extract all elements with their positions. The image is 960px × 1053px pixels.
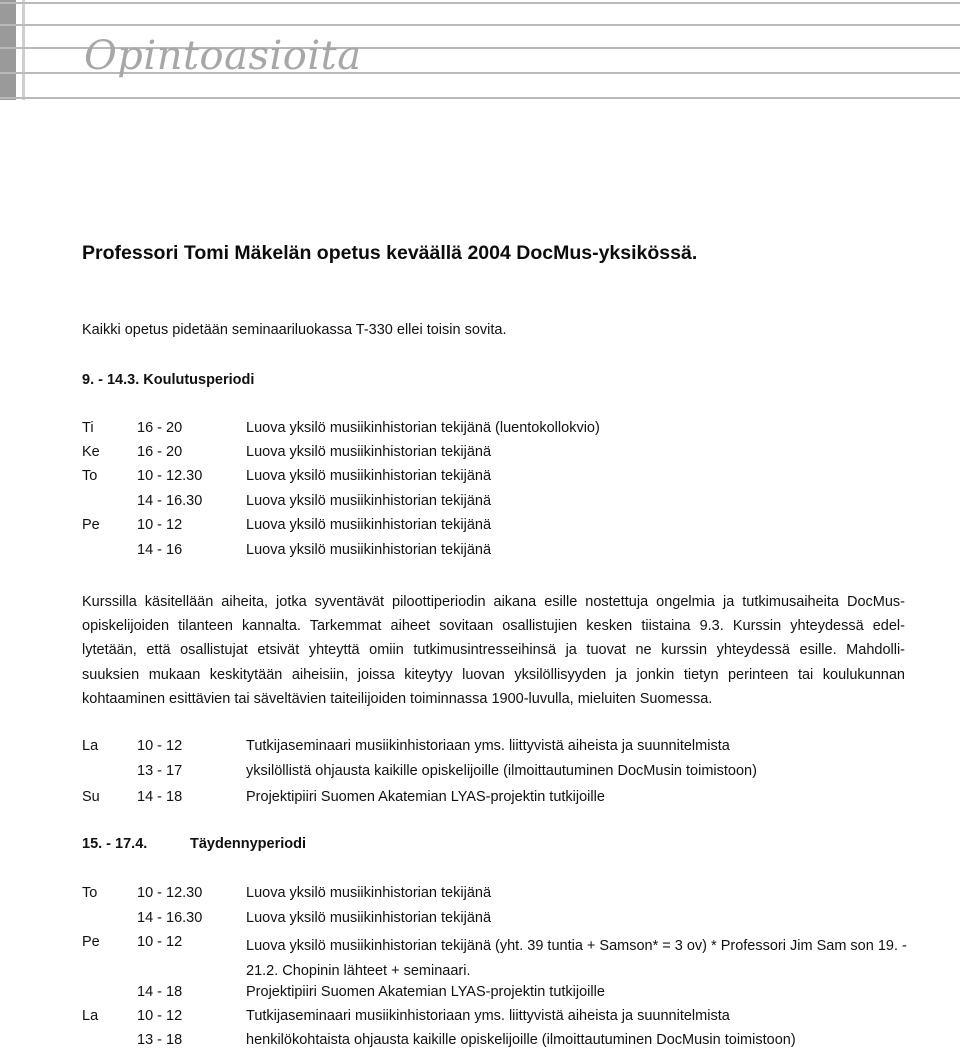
paragraph-line: Kurssilla käsitellään aiheita, jotka syventävät piloottiperiodin aikana esille nostettuja ongelmia ja tutkimusaiheita DocMus- (82, 594, 905, 610)
page-heading: Professori Tomi Mäkelän opetus keväällä 2004 DocMus-yksikössä. (82, 242, 698, 264)
schedule-desc: henkilökohtaista ohjausta kaikille opiskelijoille (ilmoittautuminen DocMusin toimistoon) (246, 1032, 796, 1048)
schedule-desc: Luova yksilö musiikinhistorian tekijänä (luentokollokvio) (246, 420, 600, 436)
schedule-day: Su (82, 789, 100, 805)
period2-dates: 15. - 17.4. (82, 836, 148, 852)
schedule-day: To (82, 468, 98, 484)
schedule-time: 16 - 20 (137, 420, 183, 436)
schedule-desc: Luova yksilö musiikinhistorian tekijänä (246, 444, 492, 460)
paragraph-line: kohtaaminen esittävien tai säveltävien taiteilijoiden toiminnassa 1900-luvulla, mieluiten Suomessa. (82, 690, 713, 707)
schedule-time: 10 - 12.30 (137, 885, 203, 901)
header-rule (0, 24, 960, 26)
intro-text: Kaikki opetus pidetään seminaariluokassa T-330 ellei toisin sovita. (82, 322, 507, 338)
paragraph-line: opiskelijoiden tilanteen kannalta. Tarkemmat aiheet sovitaan osallistujien kesken tiistaina 9.3. Kurssin yhteydessä edel- (82, 618, 905, 635)
schedule-day: To (82, 885, 98, 901)
schedule-time: 16 - 20 (137, 444, 183, 460)
schedule-day: Ke (82, 444, 100, 460)
schedule-desc: Luova yksilö musiikinhistorian tekijänä (246, 542, 492, 558)
schedule-day: Pe (82, 517, 100, 533)
schedule-desc: Luova yksilö musiikinhistorian tekijänä (246, 493, 492, 509)
schedule-day: Pe (82, 934, 100, 950)
period1-label: 9. - 14.3. Koulutusperiodi (82, 372, 255, 388)
header-band (0, 0, 960, 100)
paragraph-line: suuksien mukaan keskitytään aiheisiin, joissa kiteytyy luovan yksilöllisyyden ja jonkin tietyn perinteen tai koulukunnan (82, 666, 905, 683)
schedule-day: La (82, 738, 99, 754)
schedule-time: 10 - 12 (137, 517, 183, 533)
schedule-time: 14 - 18 (137, 984, 183, 1000)
section-title: Opintoasioita (84, 33, 362, 79)
schedule-desc: Projektipiiri Suomen Akatemian LYAS-projektin tutkijoille (246, 984, 605, 1000)
schedule-day: La (82, 1008, 99, 1024)
schedule-day: Ti (82, 420, 94, 436)
schedule-time: 14 - 16.30 (137, 910, 203, 926)
schedule-desc: Luova yksilö musiikinhistorian tekijänä (246, 910, 492, 926)
schedule-time: 10 - 12 (137, 1008, 183, 1024)
schedule-desc: Projektipiiri Suomen Akatemian LYAS-projektin tutkijoille (246, 789, 605, 805)
schedule-time: 10 - 12 (137, 738, 183, 754)
header-rule (0, 2, 960, 4)
schedule-time: 14 - 18 (137, 789, 183, 805)
schedule-time: 14 - 16.30 (137, 493, 203, 509)
schedule-desc: Tutkijaseminaari musiikinhistoriaan yms. liittyvistä aiheista ja suunnitelmista (246, 1008, 730, 1024)
schedule-time: 13 - 18 (137, 1032, 183, 1048)
schedule-desc: Tutkijaseminaari musiikinhistoriaan yms. liittyvistä aiheista ja suunnitelmista (246, 738, 730, 754)
schedule-time: 14 - 16 (137, 542, 183, 558)
period2-label (82, 836, 307, 852)
header-side-line (22, 0, 25, 100)
schedule-time: 13 - 17 (137, 763, 183, 779)
schedule-desc: Luova yksilö musiikinhistorian tekijänä (246, 517, 492, 533)
schedule-desc: Luova yksilö musiikinhistorian tekijänä (246, 885, 492, 901)
schedule-desc: Luova yksilö musiikinhistorian tekijänä (yht. 39 tuntia + Samson* = 3 ov) * Professori Jim Sam son 19. - 21.2. Chopinin lähteet + seminaari. (246, 938, 907, 979)
schedule-desc: Luova yksilö musiikinhistorian tekijänä (246, 468, 492, 484)
period2-name: Täydennyperiodi (190, 836, 307, 852)
schedule-time: 10 - 12.30 (137, 468, 203, 484)
header-rule (0, 97, 960, 99)
schedule-time: 10 - 12 (137, 934, 183, 950)
paragraph-line: lytetään, että osallistujat etsivät yhteyttä omiin tutkimusintresseihinsä ja tuovat ne kurssin yhteydessä esille. Mahdolli- (82, 642, 905, 659)
course-description (82, 590, 905, 711)
header-side-bar (0, 0, 16, 100)
schedule-desc: yksilöllistä ohjausta kaikille opiskelijoille (ilmoittautuminen DocMusin toimistoon) (246, 763, 757, 779)
